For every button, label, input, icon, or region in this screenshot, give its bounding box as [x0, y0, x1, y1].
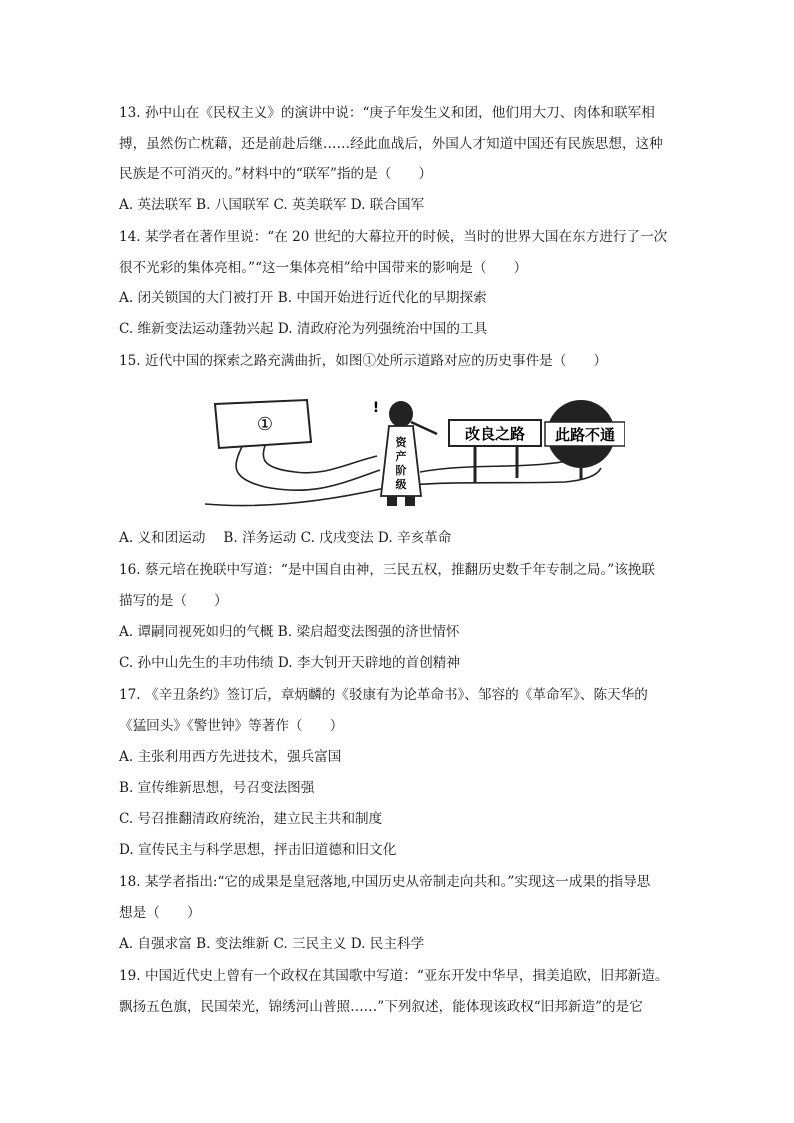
q16-options-cd: C. 孙中山先生的丰功伟绩 D. 李大钊开天辟地的首创精神	[119, 655, 460, 671]
q17-option-d: D. 宣传民主与科学思想，抨击旧道德和旧文化	[119, 842, 397, 858]
q15-road-cartoon	[205, 392, 625, 520]
road-cartoon-svg	[205, 392, 625, 520]
q13-stem-line-2: 搏，虽然伤亡枕藉，还是前赴后继……经此血战后，外国人才知道中国还有民族思想，这种	[119, 136, 663, 152]
person-label-2: 产	[395, 450, 407, 463]
q14-options-cd: C. 维新变法运动蓬勃兴起 D. 清政府沦为列强统治中国的工具	[119, 321, 488, 337]
exclamation-icon: !	[372, 400, 380, 416]
person-head	[389, 401, 413, 427]
road-edge-upper	[236, 440, 380, 490]
q16-stem-line-2: 描写的是（ ）	[119, 593, 228, 609]
q17-option-a: A. 主张利用西方先进技术，强兵富国	[119, 749, 342, 765]
q13-stem-line-3: 民族是不可消灭的。”材料中的“联军”指的是（ ）	[119, 166, 433, 182]
person-foot-left	[387, 496, 397, 506]
q19-stem-line-2: 飘扬五色旗，民国荣光，锦绣河山普照……”下列叙述，能体现该政权“旧邦新造”的是它	[119, 999, 643, 1015]
q14-stem-line-1: 14. 某学者在著作里说：“在 20 世纪的大幕拉开的时候，当时的世界大国在东方进行了一次	[119, 229, 668, 245]
person-label-4: 级	[395, 478, 407, 491]
q15-stem-line-1: 15. 近代中国的探索之路充满曲折，如图①处所示道路对应的历史事件是（ ）	[119, 353, 608, 369]
person-pigtail	[411, 422, 437, 434]
q14-options-ab: A. 闭关锁国的大门被打开 B. 中国开始进行近代化的早期探索	[119, 290, 487, 306]
q15-options: A. 义和团运动 B. 洋务运动 C. 戊戌变法 D. 辛亥革命	[119, 530, 452, 546]
middle-sign-label: 改良之路	[464, 425, 526, 443]
q13-options: A. 英法联军 B. 八国联军 C. 英美联军 D. 联合国军	[119, 197, 425, 213]
q17-option-c: C. 号召推翻清政府统治，建立民主共和制度	[119, 811, 383, 827]
q16-stem-line-1: 16. 蔡元培在挽联中写道：“是中国自由神，三民五权，推翻历史数千年专制之局。”该挽联	[119, 562, 656, 578]
q17-stem-line-1: 17. 《辛丑条约》签订后，章炳麟的《驳康有为论革命书》、邹容的《革命军》、陈天华的	[119, 687, 648, 703]
q13-stem-line-1: 13. 孙中山在《民权主义》的演讲中说：“庚子年发生义和团，他们用大刀、肉体和联军相	[119, 105, 655, 121]
q18-stem-line-1: 18. 某学者指出:“它的成果是皇冠落地,中国历史从帝制走向共和。”实现这一成果的指导思	[119, 874, 651, 890]
person-label-1: 资	[395, 436, 407, 449]
q18-options: A. 自强求富 B. 变法维新 C. 三民主义 D. 民主科学	[119, 936, 425, 952]
right-sign-label: 此路不通	[554, 426, 616, 444]
person-foot-right	[405, 496, 415, 506]
q18-stem-line-2: 想是（ ）	[119, 905, 201, 921]
q19-stem-line-1: 19. 中国近代史上曾有一个政权在其国歌中写道：“亚东开发中华早，揖美追欧，旧邦新造。	[119, 968, 669, 984]
q16-options-ab: A. 谭嗣同视死如归的气概 B. 梁启超变法图强的济世情怀	[119, 624, 460, 640]
person-label-3: 阶	[395, 464, 407, 477]
q17-option-b: B. 宣传维新思想，号召变法图强	[119, 780, 315, 796]
left-sign-label: ①	[256, 414, 274, 435]
q17-stem-line-2: 《猛回头》《警世钟》等著作（ ）	[119, 718, 344, 734]
q14-stem-line-2: 很不光彩的集体亮相。”“这一集体亮相”给中国带来的影响是（ ）	[119, 260, 528, 276]
